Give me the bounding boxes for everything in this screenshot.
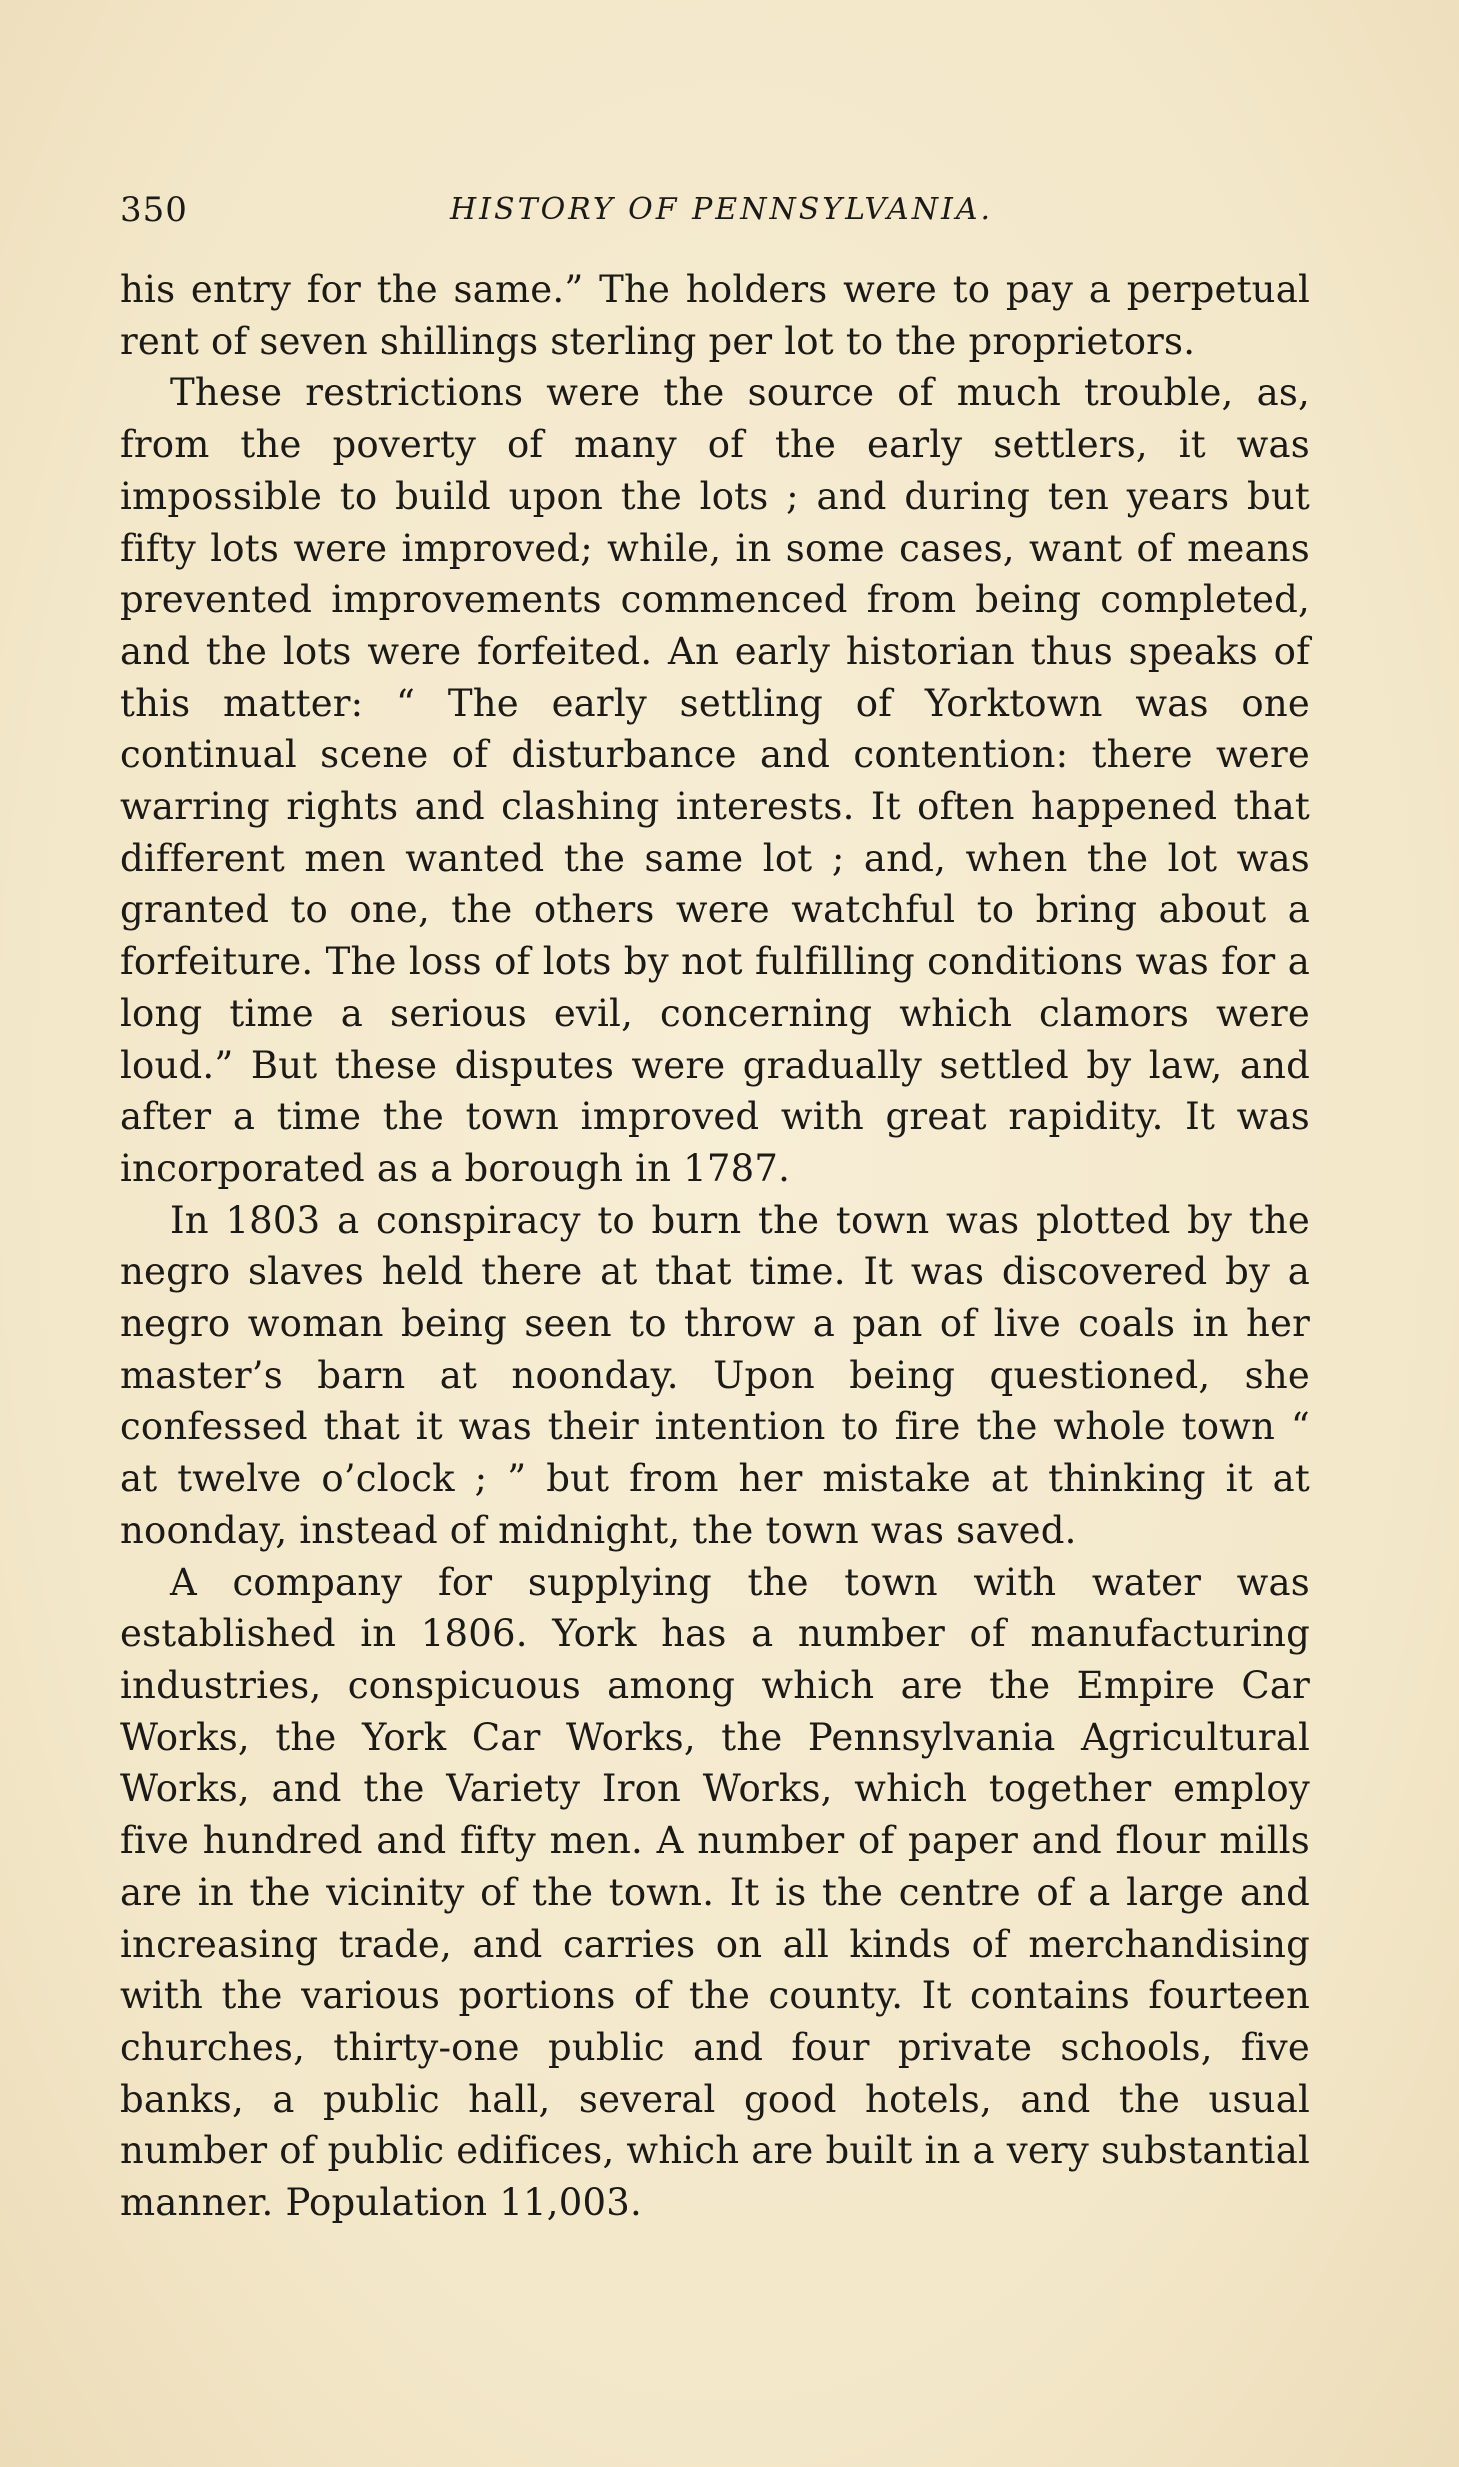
paragraph-continued: his entry for the same.” The holders were to pay a perpetual rent of seven shillings sterling per lot to the proprietors. [120, 268, 1310, 363]
running-head [120, 190, 1320, 240]
paragraph-restrictions: These restrictions were the source of much trouble, as, from the poverty of many of the early settlers, it was impossible to build upon the lots ; and during ten years but fifty lots were improved; while, in some cases, want of means prevented improvements commenced from being completed, and the lots were forfeited. An early historian thus speaks of this matter: “ The early settling of Yorktown was one continual scene of disturbance and contention: there were warring rights and clashing interests. It often happened that different men wanted the same lot ; and, when the lot was granted to one, the others were watchful to bring about a forfeiture. The loss of lots by not fulfilling conditions was for a long time a serious evil, concerning which clamors were loud.” But these disputes were gradually settled by law, and after a time the town improved with great rapidity. It was incorporated as a borough in 1787. [120, 371, 1310, 1190]
paragraph-industries: A company for supplying the town with water was established in 1806. York has a number of manufacturing industries, conspicuous among which are the Empire Car Works, the York Car Works, the Pennsylvania Agricultural Works, and the Variety Iron Works, which together employ five hundred and fifty men. A number of paper and flour mills are in the vicinity of the town. It is the centre of a large and increasing trade, and carries on all kinds of merchandising with the various portions of the county. It contains fourteen churches, thirty-one public and four private schools, five banks, a public hall, several good hotels, and the usual number of public edifices, which are built in a very substantial manner. Population 11,003. [120, 1560, 1310, 2225]
paragraph-conspiracy: In 1803 a conspiracy to burn the town was plotted by the negro slaves held there at that time. It was discovered by a negro woman being seen to throw a pan of live coals in her master’s barn at noonday. Upon being questioned, she confessed that it was their intention to fire the whole town “ at twelve o’clock ; ” but from her mistake at thinking it at noonday, instead of midnight, the town was saved. [120, 1198, 1310, 1552]
body-text [120, 264, 1310, 2229]
page-number: 350 [120, 190, 188, 230]
running-title: HISTORY OF PENNSYLVANIA. [450, 192, 994, 227]
